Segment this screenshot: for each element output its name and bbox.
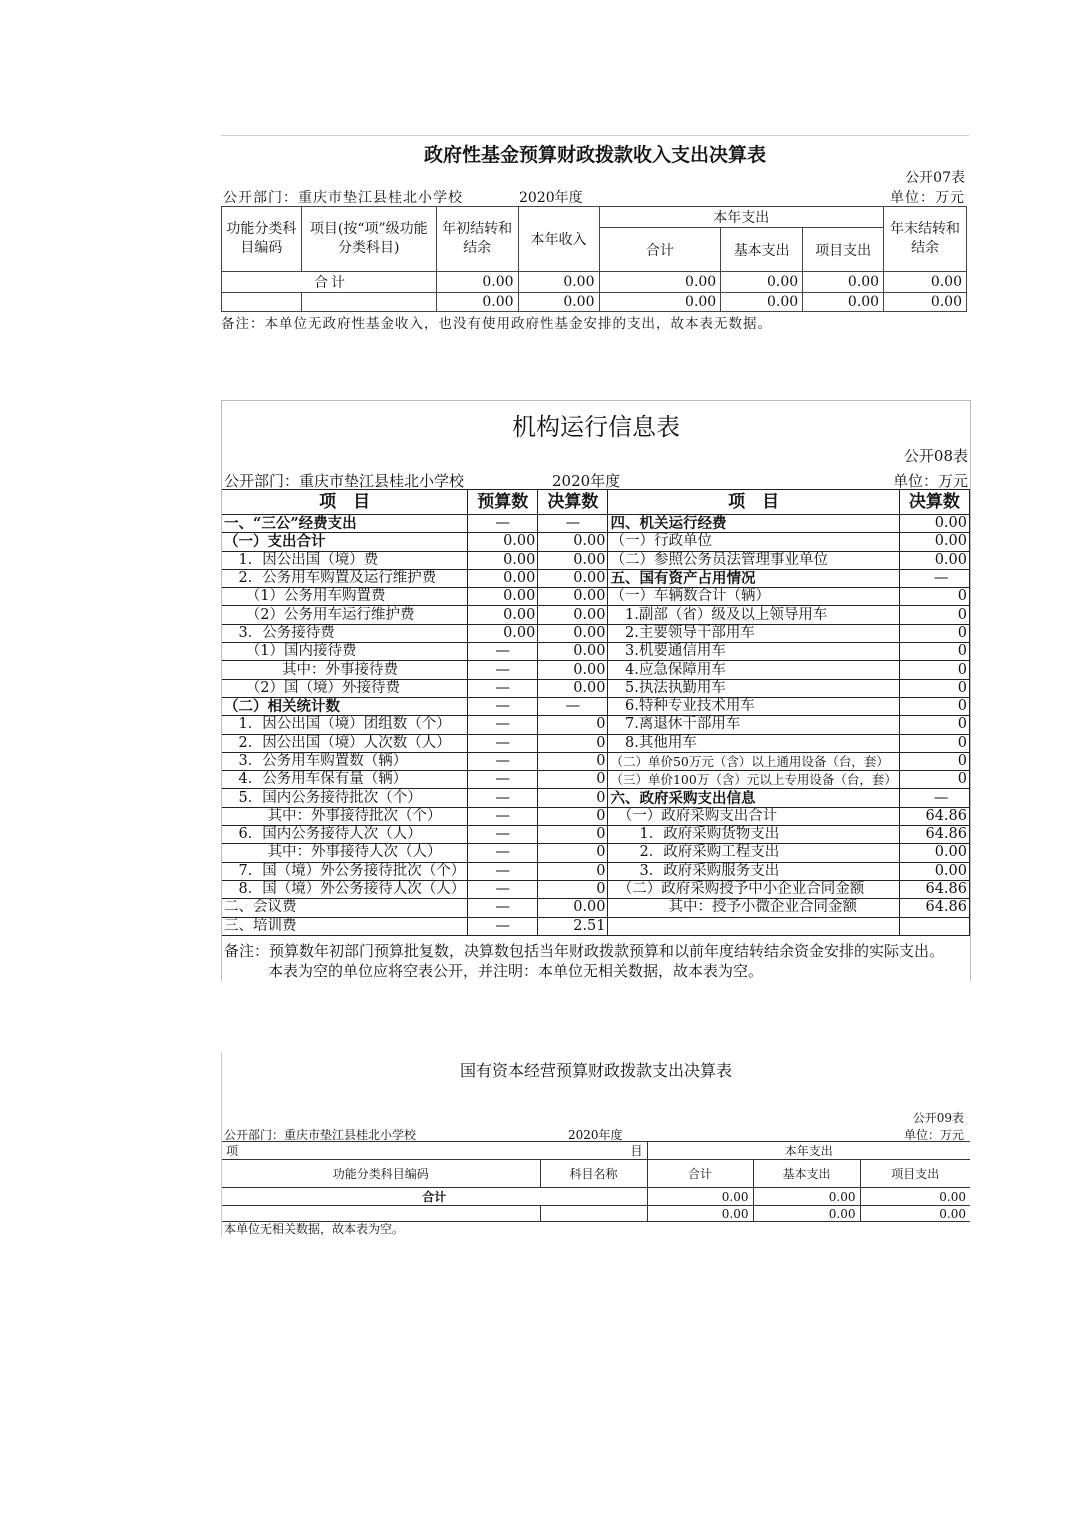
capital-table-unit: 单位：万元: [903, 1128, 964, 1142]
cell: —: [468, 752, 538, 770]
cell: 64.86: [899, 807, 969, 825]
header-item-cell: [222, 1142, 647, 1160]
table-row: [222, 643, 970, 661]
cell: 0: [538, 844, 608, 862]
cell: 0.00: [803, 272, 884, 293]
cell: 0: [538, 880, 608, 898]
table-row: [222, 606, 970, 624]
cell: 0.00: [599, 272, 721, 293]
cell: 0.00: [538, 551, 608, 569]
header-item-right: 项 目: [608, 490, 899, 515]
cell: —: [468, 917, 538, 935]
cell: 0: [538, 752, 608, 770]
table-row: [222, 551, 970, 569]
cell: （二）政府采购授予中小企业合同金额: [608, 880, 899, 898]
cell: 1.副部（省）级及以上领导用车: [608, 606, 899, 624]
cell: 4.应急保障用车: [608, 661, 899, 679]
cell: —: [468, 643, 538, 661]
cell: 0: [899, 734, 969, 752]
cell: 6．国内公务接待人次（人）: [222, 826, 468, 844]
table-row: [222, 899, 970, 917]
cell: （三）单价100万（含）元以上专用设备（台，套）: [608, 771, 899, 789]
operation-table-code: 公开08表: [903, 447, 968, 465]
table-row: [222, 917, 970, 935]
table-row: [222, 1188, 970, 1206]
cell: 0.00: [538, 679, 608, 697]
header-expense: 本年支出: [599, 207, 884, 228]
operation-table-year: 2020年度: [552, 472, 621, 490]
cell: [608, 917, 899, 935]
header-project: 项目支出: [860, 1160, 970, 1188]
cell: 其中：外事接待费: [222, 661, 468, 679]
cell: 三、培训费: [222, 917, 468, 935]
cell: [540, 1206, 647, 1222]
table-row: [222, 272, 967, 293]
cell: 0: [538, 716, 608, 734]
fund-budget-table: [221, 135, 969, 336]
operation-info-table: [221, 400, 971, 981]
cell: 其中：授予小微企业合同金额: [608, 899, 899, 917]
cell: —: [468, 899, 538, 917]
header-item-left: 项: [226, 1144, 239, 1158]
cell: 0.00: [860, 1188, 970, 1206]
header-code: 功能分类科目编码: [222, 207, 302, 272]
cell: 0: [538, 862, 608, 880]
cell: 7.离退休干部用车: [608, 716, 899, 734]
table-row: [222, 807, 970, 825]
cell: 7．国（境）外公务接待批次（个）: [222, 862, 468, 880]
cell: 其中：外事接待人次（人）: [222, 844, 468, 862]
cell: 0.00: [803, 293, 884, 312]
cell: 0.00: [860, 1206, 970, 1222]
capital-table-note: 本单位无相关数据，故本表为空。: [224, 1222, 405, 1236]
cell: 0.00: [721, 293, 803, 312]
cell: —: [468, 826, 538, 844]
cell: 0.00: [599, 293, 721, 312]
cell: 0: [538, 789, 608, 807]
sum-label: 合计: [222, 272, 437, 293]
cell: 1．因公出国（境）团组数（个）: [222, 716, 468, 734]
cell: （二）参照公务员法管理事业单位: [608, 551, 899, 569]
table-row: [222, 844, 970, 862]
cell: 0.00: [538, 661, 608, 679]
cell: 0.00: [538, 606, 608, 624]
cell: 1．因公出国（境）费: [222, 551, 468, 569]
table-row: [222, 862, 970, 880]
cell: 64.86: [899, 826, 969, 844]
cell: 6.特种专业技术用车: [608, 697, 899, 715]
cell: 0.00: [721, 272, 803, 293]
cell: —: [468, 661, 538, 679]
cell: 64.86: [899, 880, 969, 898]
cell: 64.86: [899, 899, 969, 917]
table-row: [222, 679, 970, 697]
cell: —: [468, 844, 538, 862]
cell: 1．政府采购货物支出: [608, 826, 899, 844]
header-final-right: 决算数: [899, 490, 969, 515]
cell: 0.00: [436, 272, 518, 293]
fund-table-title: 政府性基金预算财政拨款收入支出决算表: [423, 144, 766, 166]
cell: 3.机要通信用车: [608, 643, 899, 661]
header-basic: 基本支出: [753, 1160, 860, 1188]
cell: 0: [899, 697, 969, 715]
cell: 2.51: [538, 917, 608, 935]
cell: —: [468, 515, 538, 533]
table-row: [222, 293, 967, 312]
cell: （二）相关统计数: [222, 697, 468, 715]
table-row: [222, 752, 970, 770]
header-item: 项 目: [222, 490, 468, 515]
note-line-2: 本表为空的单位应将空表公开，并注明：本单位无相关数据，故本表为空。: [268, 962, 764, 980]
cell: 0: [899, 624, 969, 642]
cell: 0.00: [538, 899, 608, 917]
cell: 3．公务接待费: [222, 624, 468, 642]
state-capital-table: [221, 1052, 970, 1237]
cell: （一）行政单位: [608, 533, 899, 551]
cell: 0.00: [518, 293, 599, 312]
table-row: [222, 697, 970, 715]
cell: 3．政府采购服务支出: [608, 862, 899, 880]
header-income: 本年收入: [518, 207, 599, 272]
cell: —: [538, 697, 608, 715]
cell: 0: [899, 752, 969, 770]
table-row: [222, 569, 970, 587]
cell: 一、“三公”经费支出: [222, 515, 468, 533]
table-row: [222, 624, 970, 642]
cell: （2）公务用车运行维护费: [222, 606, 468, 624]
table-row: [222, 789, 970, 807]
fund-table-year: 2020年度: [519, 190, 583, 206]
cell: 2．因公出国（境）人次数（人）: [222, 734, 468, 752]
cell: 0: [538, 771, 608, 789]
cell: [301, 293, 436, 312]
cell: 0.00: [753, 1188, 860, 1206]
cell: 0: [899, 679, 969, 697]
cell: 0.00: [436, 293, 518, 312]
cell: 8．国（境）外公务接待人次（人）: [222, 880, 468, 898]
header-project: 项目支出: [803, 228, 884, 272]
cell: 2．公务用车购置及运行维护费: [222, 569, 468, 587]
capital-table-code: 公开09表: [912, 1111, 964, 1125]
cell: （1）公务用车购置费: [222, 588, 468, 606]
cell: 0.00: [899, 533, 969, 551]
cell: 二、会议费: [222, 899, 468, 917]
cell: —: [468, 697, 538, 715]
cell: 0.00: [518, 272, 599, 293]
cell: 0.00: [647, 1206, 753, 1222]
table-row: [222, 515, 970, 533]
cell: 8.其他用车: [608, 734, 899, 752]
capital-table-title: 国有资本经营预算财政拨款支出决算表: [459, 1061, 732, 1080]
table-row: [222, 533, 970, 551]
cell: 五、国有资产占用情况: [608, 569, 899, 587]
cell: 5.执法执勤用车: [608, 679, 899, 697]
cell: —: [468, 734, 538, 752]
header-code: 功能分类科目编码: [222, 1160, 540, 1188]
table-row: [222, 771, 970, 789]
cell: 0.00: [538, 643, 608, 661]
sum-label: 合计: [222, 1188, 647, 1206]
cell: 0.00: [753, 1206, 860, 1222]
cell: 0.00: [899, 862, 969, 880]
header-item: 项目(按“项”级功能分类科目): [301, 207, 436, 272]
cell: —: [468, 679, 538, 697]
cell: （1）国内接待费: [222, 643, 468, 661]
cell: 0.00: [899, 551, 969, 569]
fund-table-grid: [221, 206, 967, 312]
cell: —: [538, 515, 608, 533]
cell: [899, 917, 969, 935]
cell: 0: [538, 734, 608, 752]
header-basic: 基本支出: [721, 228, 803, 272]
cell: （一）车辆数合计（辆）: [608, 588, 899, 606]
cell: 2.主要领导干部用车: [608, 624, 899, 642]
operation-table-grid: [222, 489, 970, 936]
cell: 0: [899, 716, 969, 734]
cell: [222, 293, 302, 312]
operation-table-unit: 单位：万元: [892, 472, 968, 490]
cell: 0.00: [538, 588, 608, 606]
cell: 0: [538, 807, 608, 825]
fund-table-code: 公开07表: [905, 170, 965, 186]
header-name: 科目名称: [540, 1160, 647, 1188]
fund-table-unit: 单位：万元: [890, 190, 965, 206]
cell: 0.00: [899, 515, 969, 533]
operation-table-dept: 公开部门：重庆市垫江县桂北小学校: [224, 472, 465, 490]
cell: 0.00: [647, 1188, 753, 1206]
cell: （一）支出合计: [222, 533, 468, 551]
cell: 六、政府采购支出信息: [608, 789, 899, 807]
cell: —: [468, 716, 538, 734]
cell: 0: [899, 661, 969, 679]
header-total: 合计: [599, 228, 721, 272]
header-total: 合计: [647, 1160, 753, 1188]
cell: 2．政府采购工程支出: [608, 844, 899, 862]
header-item-right: 目: [630, 1144, 643, 1158]
cell: 0.00: [884, 293, 967, 312]
header-end-balance: 年末结转和结余: [884, 207, 967, 272]
header-begin-balance: 年初结转和结余: [436, 207, 518, 272]
note-line-1: 备注：预算数年初部门预算批复数，决算数包括当年财政拨款预算和以前年度结转结余资金安排的实际支出。: [224, 942, 945, 960]
cell: 0.00: [468, 569, 538, 587]
cell: —: [899, 789, 969, 807]
capital-table-dept: 公开部门：重庆市垫江县桂北小学校: [224, 1128, 417, 1142]
cell: （二）单价50万元（含）以上通用设备（台，套）: [608, 752, 899, 770]
cell: 0.00: [468, 551, 538, 569]
capital-table-year: 2020年度: [568, 1128, 623, 1142]
cell: （一）政府采购支出合计: [608, 807, 899, 825]
cell: 0: [899, 606, 969, 624]
table-row: [222, 716, 970, 734]
header-budget: 预算数: [468, 490, 538, 515]
table-row: [222, 826, 970, 844]
cell: 四、机关运行经费: [608, 515, 899, 533]
cell: 0.00: [538, 533, 608, 551]
fund-table-note: 备注：本单位无政府性基金收入，也没有使用政府性基金安排的支出，故本表无数据。: [221, 316, 772, 332]
cell: 0: [899, 643, 969, 661]
cell: —: [468, 789, 538, 807]
cell: 0.00: [468, 624, 538, 642]
cell: 0: [899, 771, 969, 789]
cell: 5．国内公务接待批次（个）: [222, 789, 468, 807]
table-row: [222, 588, 970, 606]
cell: —: [468, 880, 538, 898]
cell: 0.00: [468, 533, 538, 551]
cell: 0.00: [884, 272, 967, 293]
operation-table-title: 机构运行信息表: [512, 413, 680, 441]
cell: —: [899, 569, 969, 587]
cell: —: [468, 771, 538, 789]
fund-table-dept: 公开部门：重庆市垫江县桂北小学校: [223, 190, 463, 206]
table-row: [222, 880, 970, 898]
cell: 4．公务用车保有量（辆）: [222, 771, 468, 789]
cell: —: [468, 807, 538, 825]
cell: 0.00: [899, 844, 969, 862]
cell: —: [468, 862, 538, 880]
cell: 0: [538, 826, 608, 844]
cell: 0.00: [468, 588, 538, 606]
header-final: 决算数: [538, 490, 608, 515]
header-expense: 本年支出: [647, 1142, 970, 1160]
cell: 其中：外事接待批次（个）: [222, 807, 468, 825]
cell: （2）国（境）外接待费: [222, 679, 468, 697]
cell: 0.00: [538, 569, 608, 587]
table-row: [222, 734, 970, 752]
cell: 3．公务用车购置数（辆）: [222, 752, 468, 770]
cell: 0: [899, 588, 969, 606]
cell: 0.00: [468, 606, 538, 624]
cell: 0.00: [538, 624, 608, 642]
capital-table-grid: [222, 1141, 970, 1222]
table-row: [222, 661, 970, 679]
operation-table-note: [224, 941, 944, 981]
